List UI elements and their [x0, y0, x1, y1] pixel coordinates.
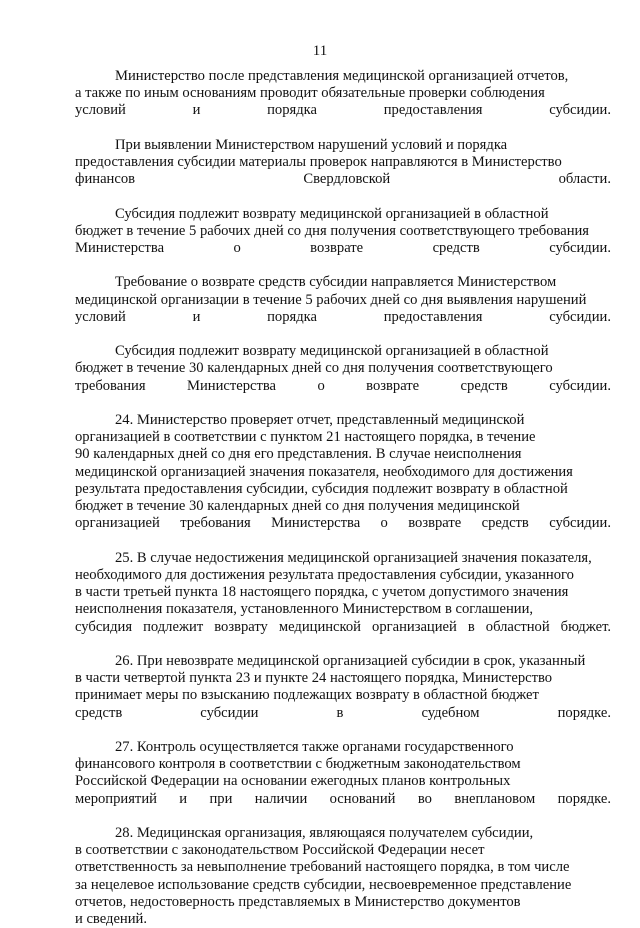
paragraph-ministry-inspections: Министерство после представления медицинской организацией отчетов, а также по иным основаниям проводит обязательные проверки соблюдения условий и порядка предоставления субсидии. [75, 68, 611, 119]
paragraph-return-demand: Требование о возврате средств субсидии направляется Министерством медицинской организации в течение 5 рабочих дней со дня выявления нарушений условий и порядка предоставления субсидии. [75, 274, 611, 325]
paragraph-return-5-days: Субсидия подлежит возврату медицинской организацией в областной бюджет в течение 5 рабочих дней со дня получения соответствующего требования Министерства о возврате средств субсидии. [75, 205, 611, 257]
paragraph-return-30-days: Субсидия подлежит возврату медицинской организацией в областной бюджет в течение 30 календарных дней со дня получения соответствующего требования Министерства о возврате средств субсидии. [75, 343, 611, 394]
paragraph-clause-26: 26. При невозврате медицинской организацией субсидии в срок, указанный в части четвертой пункта 23 и пункте 24 настоящего порядка, Министерство принимает меры по взысканию подлежащих возврату в областной бюджет средств субсидии в судебном порядке. [75, 652, 611, 721]
page-number: 11 [312, 43, 328, 59]
paragraph-clause-25: 25. В случае недостижения медицинской организацией значения показателя, необходимого для достижения результата предоставления субсидии, указанного в части третьей пункта 18 настоящего порядка, с учетом допустимого значения неисполнения показателя, установленного Министерством в соглашении, субсидия подлежит возврату медицинской организацией в областной бюджет. [75, 549, 611, 635]
paragraph-clause-24: 24. Министерство проверяет отчет, представленный медицинской организацией в соответствии с пунктом 21 настоящего порядка, в течение 90 календарных дней со дня его представления. В случае неисполнения медицинской организацией значения показателя, необходимого для достижения результата предоставления субсидии, субсидия подлежит возврату в областной бюджет в течение 30 календарных дней со дня получения медицинской организацией требования Министерства о возврате средств субсидии. [75, 412, 611, 532]
document-body [75, 68, 611, 928]
paragraph-violations-referral: При выявлении Министерством нарушений условий и порядка предоставления субсидии материалы проверок направляются в Министерство финансов Свердловской области. [75, 136, 611, 188]
paragraph-clause-27: 27. Контроль осуществляется также органами государственного финансового контроля в соответствии с бюджетным законодательством Российской Федерации на основании ежегодных планов контрольных мероприятий и при наличии оснований во внеплановом порядке. [75, 738, 611, 807]
paragraph-clause-28: 28. Медицинская организация, являющаяся получателем субсидии, в соответствии с законодательством Российской Федерации несет ответственность за невыполнение требований настоящего порядка, в том числе за нецелевое использование средств субсидии, несвоевременное представление отчетов, недостоверность представляемых в Министерство документов и сведений. [75, 824, 572, 927]
